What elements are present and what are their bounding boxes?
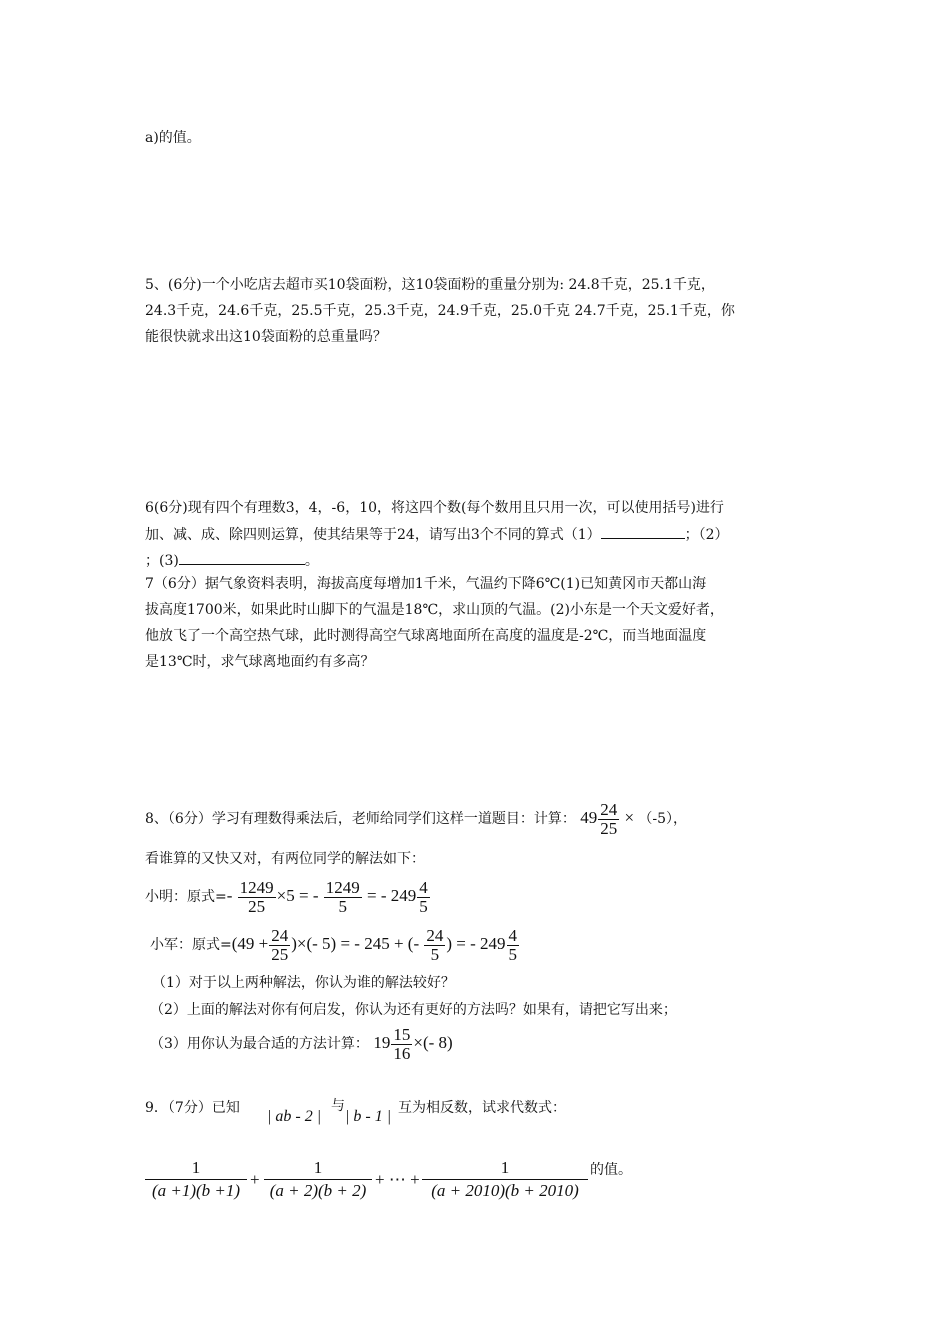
whole: 19 [373, 1033, 391, 1052]
denominator: 5 [338, 896, 347, 916]
numerator: 4 [508, 925, 518, 945]
expression [226, 877, 431, 916]
op: ) = - 249 [446, 934, 506, 953]
q8-line2: 看谁算的又快又对，有两位同学的解法如下： [145, 851, 425, 867]
op: = - 249 [367, 886, 417, 905]
abs-expression-2: | b - 1 | [345, 1108, 392, 1125]
q6-line3 [145, 550, 319, 571]
q6-text: 加、减、成、除四则运算，使其结果等于24，请写出3个不同的算式（1） [145, 527, 601, 543]
expression [231, 925, 520, 964]
plus-sign: + [250, 1170, 260, 1189]
denominator: (a + 2010)(b + 2010) [431, 1181, 579, 1200]
numerator: 24 [271, 925, 289, 945]
numerator: 24 [600, 799, 618, 819]
denominator: 5 [508, 944, 518, 964]
fraction [269, 927, 290, 964]
q6-line2 [145, 524, 729, 545]
numerator: 1249 [239, 877, 274, 897]
text-line: a)的值。 [145, 130, 201, 146]
q6-text: ；(3) [145, 553, 179, 569]
xiaoming-solution [145, 876, 431, 917]
sum-term-last [422, 1157, 588, 1202]
denominator: 5 [419, 896, 428, 916]
q8-part2: （2）上面的解法对你有何启发，你认为还有更好的方法吗？如果有，请把它写出来； [150, 1002, 677, 1018]
fraction [238, 879, 276, 916]
q8-part3 [150, 1023, 453, 1064]
op: (49 + [231, 934, 269, 953]
fraction [324, 879, 362, 916]
op: ×5 = - [276, 886, 319, 905]
sum-term-1 [145, 1157, 247, 1202]
q9-line1 [145, 1098, 240, 1118]
fraction [391, 1026, 412, 1063]
q5-line1: 5、(6分)一个小吃店去超市买10袋面粉，这10袋面粉的重量分别为: 24.8千克，25.1千克， [145, 277, 715, 293]
numerator: 15 [393, 1024, 411, 1044]
fraction [417, 879, 430, 916]
answer-blank-3[interactable] [179, 550, 305, 565]
q8-text-tail: （-5）， [638, 811, 688, 827]
q9-text: 9．（7分）已知 [145, 1100, 240, 1116]
op: ×(- 8) [413, 1033, 453, 1052]
q7-line3: 他放飞了一个高空热气球，此时测得高空气球离地面所在高度的温度是-2℃，而当地面温度 [145, 628, 707, 644]
q9-mid: 与 [331, 1098, 345, 1114]
fraction [598, 801, 619, 838]
q9-end: 的值。 [590, 1162, 632, 1178]
denominator: 25 [600, 818, 618, 838]
xiaojun-solution [150, 924, 520, 965]
q6-text-end: 。 [304, 553, 319, 569]
denominator: (a + 2)(b + 2) [269, 1181, 367, 1200]
q7-line2: 拔高度1700米，如果此时山脚下的气温是18℃，求山顶的气温。(2)小东是一个天文爱好者， [145, 602, 724, 618]
q8-text: 8、（6分）学习有理数得乘法后，老师给同学们这样一道题目：计算： [145, 811, 576, 827]
q7-line4: 是13℃时，求气球离地面约有多高？ [145, 654, 375, 670]
sum-term-2 [264, 1157, 372, 1202]
denominator: 5 [430, 944, 440, 964]
numerator: 4 [419, 877, 428, 897]
fraction [424, 927, 445, 964]
q7-line1: 7（6分）据气象资料表明，海拔高度每增加1千米，气温约下降6℃(1)已知黄冈市天都山海 [145, 576, 707, 592]
denominator: (a +1)(b +1) [151, 1181, 241, 1200]
q9-tail: 互为相反数，试求代数式： [398, 1100, 566, 1116]
q8-text: （3）用你认为最合适的方法计算： [150, 1036, 369, 1052]
denominator: 25 [271, 944, 289, 964]
q6-text-end: ；（2） [684, 527, 729, 543]
label: 小明：原式= [145, 889, 227, 905]
numerator: 1 [264, 1157, 372, 1180]
expression [373, 1024, 453, 1063]
q8-line1 [145, 798, 687, 839]
numerator: 1 [422, 1157, 588, 1180]
q6-line1: 6(6分)现有四个有理数3，4，-6，10，将这四个数(每个数用且只用一次，可以使用括号)进行 [145, 500, 724, 516]
fraction [507, 927, 520, 964]
denominator: 16 [393, 1043, 411, 1063]
mixed-number [580, 799, 638, 838]
times-sign: × [624, 808, 635, 827]
denominator: 25 [248, 896, 266, 916]
q8-part1: （1）对于以上两种解法，你认为谁的解法较好？ [152, 975, 455, 991]
abs-expression-1: | ab - 2 | [267, 1108, 322, 1125]
ellipsis: + ⋯ + [375, 1170, 420, 1189]
op: - [226, 886, 233, 905]
op: )×(- 5) = - 245 + (- [291, 934, 420, 953]
numerator: 1 [145, 1157, 247, 1180]
answer-blank-1[interactable] [601, 524, 685, 539]
q5-line2: 24.3千克，24.6千克，25.5千克，25.3千克，24.9千克，25.0千克 24.7千克，25.1千克，你 [145, 303, 735, 319]
whole: 49 [580, 808, 598, 827]
label: 小军：原式= [150, 937, 232, 953]
numerator: 1249 [325, 877, 360, 897]
numerator: 24 [426, 925, 444, 945]
q5-line3: 能很快就求出这10袋面粉的总重量吗？ [145, 329, 387, 345]
